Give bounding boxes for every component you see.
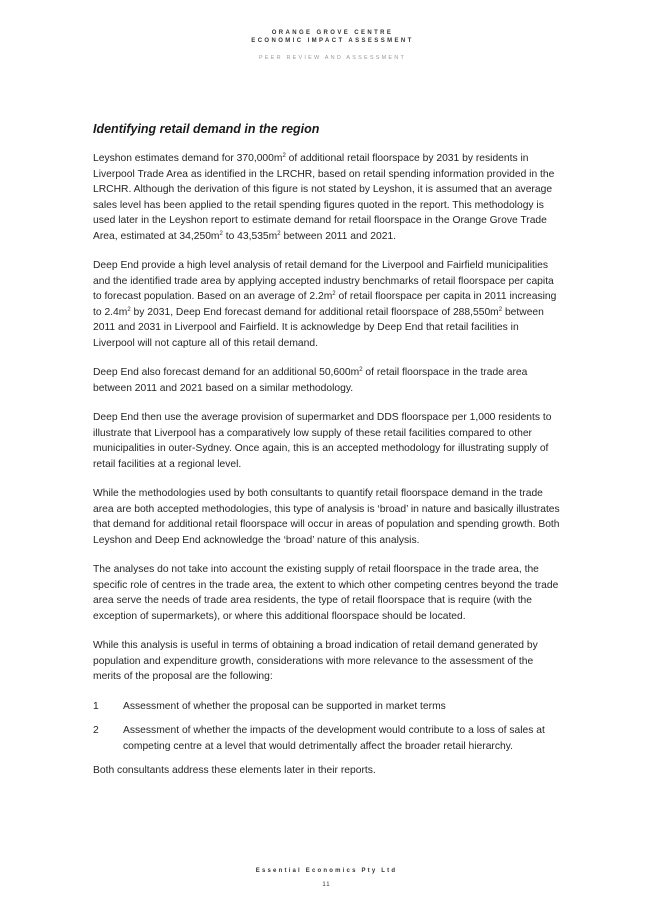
list-item-number: 1 xyxy=(93,700,99,712)
document-body xyxy=(93,122,563,793)
paragraph-methodologies: While the methodologies used by both consultants to quantify retail floorspace demand in the trade area are both accepted methodologies, this type of analysis is ‘broad’ in nature and basically illustrates that demand for additional retail floorspace will occur in areas of population and spending growth. Both Leyshon and Deep End acknowledge the ‘broad’ nature of this analysis. xyxy=(93,488,560,546)
paragraph-deep-end-forecast: Deep End also forecast demand for an additional $50,600m^2$ of retail floorspace in the trade area between 2011 and 2021 based on a similar methodology. xyxy=(93,367,528,394)
list-item xyxy=(93,699,563,715)
paragraph-closing: Both consultants address these elements later in their reports. xyxy=(93,765,376,776)
page-footer xyxy=(0,868,653,888)
header-report-subtitle: ECONOMIC IMPACT ASSESSMENT xyxy=(251,38,414,44)
paragraph-deep-end-analysis: Deep End provide a high level analysis of retail demand for the Liverpool and Fairfield municipalities and the identified trade area by applying accepted industry benchmarks of retail floorspace per capita to forecast population. Based on an average of $2.2m^2$ of retail floorspace per capita in 2011 increasing to $2.4m^2$ by 2031, Deep End forecast demand for additional retail floorspace of $288,550m^2$ between 2011 and 2031 in Liverpool and Fairfield. It is acknowledge by Deep End that retail facilities in Liverpool will not capture all of this retail demand. xyxy=(93,260,557,349)
section-heading: Identifying retail demand in the region xyxy=(93,122,320,136)
paragraph-limitations: The analyses do not take into account the existing supply of retail floorspace in the trade area, the specific role of centres in the trade area, the extent to which other competing centres beyond the trade area serve the needs of trade area residents, the type of retail floorspace that is require (with the exception of supermarkets), or where this additional floorspace should be located. xyxy=(93,564,559,622)
footer-company-name: Essential Economics Pty Ltd xyxy=(255,868,398,874)
list-item-number: 2 xyxy=(93,725,99,736)
paragraph-leyshon-estimate: Leyshon estimates demand for $370,000m^2$ of additional retail floorspace by 2031 by residents in Liverpool Trade Area as identified in the LRCHR, based on retail spending information provided in the LRCHR. Although the derivation of this figure is not stated by Leyshon, it is assumed that an average sales level has been applied to the retail spending figures quoted in the report. This methodology is used later in the Leyshon report to estimate demand for retail floorspace in the Orange Grove Trade Area, estimated at $34,250m^2$ to $43,535m^2$ between 2011 and 2021. xyxy=(93,153,555,242)
list-item-text: Assessment of whether the proposal can be supported in market terms xyxy=(123,700,446,712)
header-section-label: PEER REVIEW AND ASSESSMENT xyxy=(258,55,407,61)
paragraph-supermarket-provision: Deep End then use the average provision of supermarket and DDS floorspace per 1,000 residents to illustrate that Liverpool has a comparatively low supply of these retail facilities compared to other municipalities in outer-Sydney. Once again, this is an accepted methodology for illustrating supply of retail facilities at a regional level. xyxy=(93,412,552,470)
header-report-title: ORANGE GROVE CENTRE xyxy=(271,30,394,36)
list-item-text: Assessment of whether the impacts of the development would contribute to a loss of sales at competing centre at a level that would detrimentally affect the broader retail hierarchy. xyxy=(123,725,545,752)
page-header xyxy=(0,29,653,61)
list-item xyxy=(93,723,563,754)
paragraph-considerations: While this analysis is useful in terms of obtaining a broad indication of retail demand generated by population and expenditure growth, considerations with more relevance to the assessment of the merits of the proposal are the following: xyxy=(93,640,538,682)
page-number: 11 xyxy=(322,882,331,888)
